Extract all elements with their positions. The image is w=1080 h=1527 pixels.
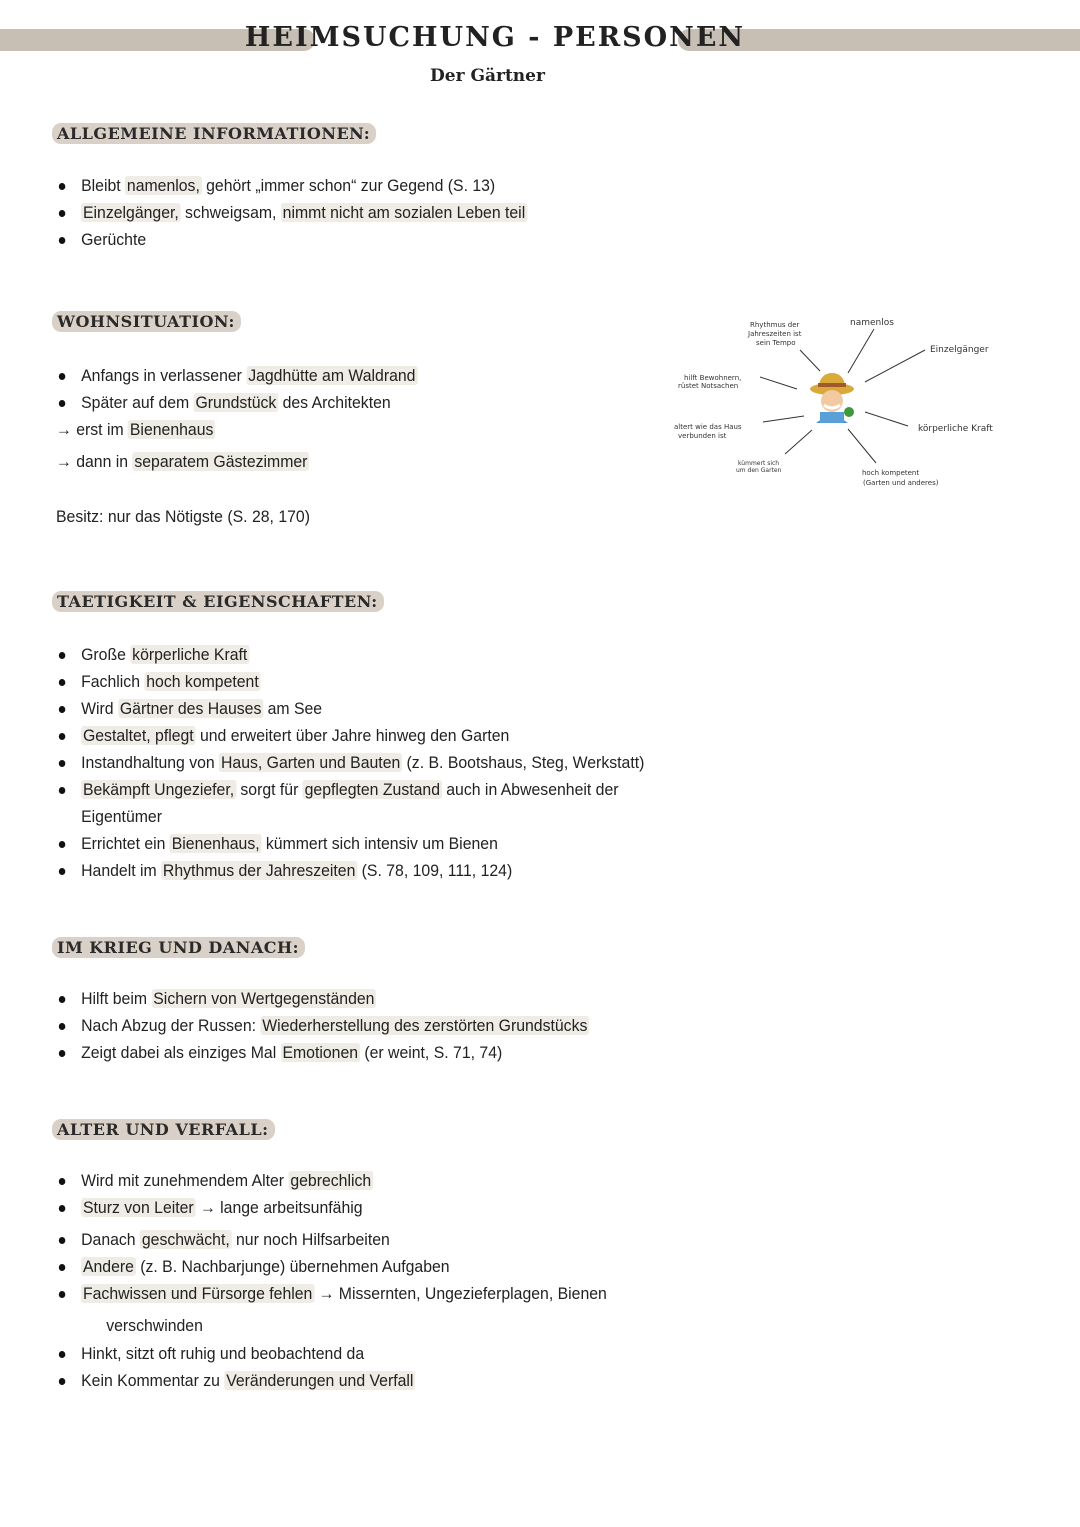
list-alter <box>56 1167 633 1394</box>
list-item: Andere (z. B. Nachbarjunge) übernehmen Aufgaben <box>56 1253 633 1280</box>
list-item-continuation: Eigentümer <box>81 807 162 826</box>
list-item: Gestaltet, pflegt und erweitert über Jahre hinweg den Garten <box>56 722 633 749</box>
list-item: Bleibt namenlos, gehört „immer schon“ zur Gegend (S. 13) <box>56 172 633 199</box>
list-item: Große körperliche Kraft <box>56 641 633 668</box>
label-hilft: hilft Bewohnern, rüstet Notsachen <box>678 374 742 390</box>
list-item: Später auf dem Grundstück des Architekten <box>56 389 633 416</box>
list-wohn <box>56 362 633 475</box>
section-heading-alter: ALTER UND VERFALL: <box>52 1119 275 1140</box>
list-item: Errichtet ein Bienenhaus, kümmert sich intensiv um Bienen <box>56 830 633 857</box>
list-allgemein <box>56 172 633 253</box>
list-item: Instandhaltung von Haus, Garten und Bauten (z. B. Bootshaus, Steg, Werkstatt) <box>56 749 633 776</box>
list-item: Wird Gärtner des Hauses am See <box>56 695 633 722</box>
mindmap-connectors <box>760 329 925 463</box>
label-kuemmert: kümmert sich um den Garten <box>736 460 782 474</box>
label-hoch-kompetent: hoch kompetent (Garten und anderes) <box>862 469 939 487</box>
list-item: Sturz von Leiter → lange arbeitsunfähig <box>56 1194 633 1221</box>
connector <box>848 429 876 463</box>
page-title: HEIMSUCHUNG - PERSONEN <box>244 22 746 53</box>
label-koerperliche-kraft: körperliche Kraft <box>918 424 993 434</box>
connector <box>785 430 812 454</box>
list-krieg <box>56 985 633 1066</box>
list-item: Hilft beim Sichern von Wertgegenständen <box>56 985 633 1012</box>
connector <box>865 412 908 426</box>
list-item: Bekämpft Ungeziefer, sorgt für gepflegten Zustand auch in Abwesenheit der <box>56 776 633 803</box>
arrow-item: → dann in separatem Gästezimmer <box>56 452 308 471</box>
page-subtitle: Der Gärtner <box>430 66 545 86</box>
connector <box>760 377 797 389</box>
list-item-continuation: verschwinden <box>106 1316 203 1335</box>
section-heading-allgemein: ALLGEMEINE INFORMATIONEN: <box>52 123 376 144</box>
list-item: Kein Kommentar zu Veränderungen und Verfall <box>56 1367 633 1394</box>
list-item: Fachlich hoch kompetent <box>56 668 633 695</box>
list-item: Handelt im Rhythmus der Jahreszeiten (S. 78, 109, 111, 124) <box>56 857 633 884</box>
connector <box>763 416 804 422</box>
label-namenlos: namenlos <box>850 318 894 328</box>
overalls <box>820 412 844 423</box>
label-altert: altert wie das Haus verbunden ist <box>674 423 742 440</box>
connector <box>800 350 820 371</box>
label-einzelgaenger: Einzelgänger <box>930 345 989 355</box>
list-item: Nach Abzug der Russen: Wiederherstellung des zerstörten Grundstücks <box>56 1012 633 1039</box>
section-heading-krieg: IM KRIEG UND DANACH: <box>52 937 305 958</box>
farmer-emoji-icon <box>810 373 854 423</box>
list-item: Gerüchte <box>56 226 633 253</box>
mindmap <box>660 305 1020 505</box>
besitz-note: Besitz: nur das Nötigste (S. 28, 170) <box>56 507 310 526</box>
section-heading-wohn: WOHNSITUATION: <box>52 311 241 332</box>
list-item: Einzelgänger, schweigsam, nimmt nicht am sozialen Leben teil <box>56 199 633 226</box>
hat-band <box>818 383 846 387</box>
arrow-item: → erst im Bienenhaus <box>56 420 214 439</box>
connector <box>865 350 925 382</box>
list-item: Zeigt dabei als einziges Mal Emotionen (er weint, S. 71, 74) <box>56 1039 633 1066</box>
list-item: Danach geschwächt, nur noch Hilfsarbeiten <box>56 1226 633 1253</box>
section-heading-taetig: TAETIGKEIT & EIGENSCHAFTEN: <box>52 591 384 612</box>
connector <box>848 329 874 373</box>
list-taetig <box>56 641 645 884</box>
list-item: Hinkt, sitzt oft ruhig und beobachtend da <box>56 1340 633 1367</box>
label-rhythmus: Rhythmus der Jahreszeiten ist sein Tempo <box>748 321 802 347</box>
list-item: Wird mit zunehmendem Alter gebrechlich <box>56 1167 633 1194</box>
list-item: Fachwissen und Fürsorge fehlen → Missernten, Ungezieferplagen, Bienen <box>56 1280 633 1307</box>
list-item: Anfangs in verlassener Jagdhütte am Waldrand <box>56 362 633 389</box>
vegetables <box>844 407 854 417</box>
